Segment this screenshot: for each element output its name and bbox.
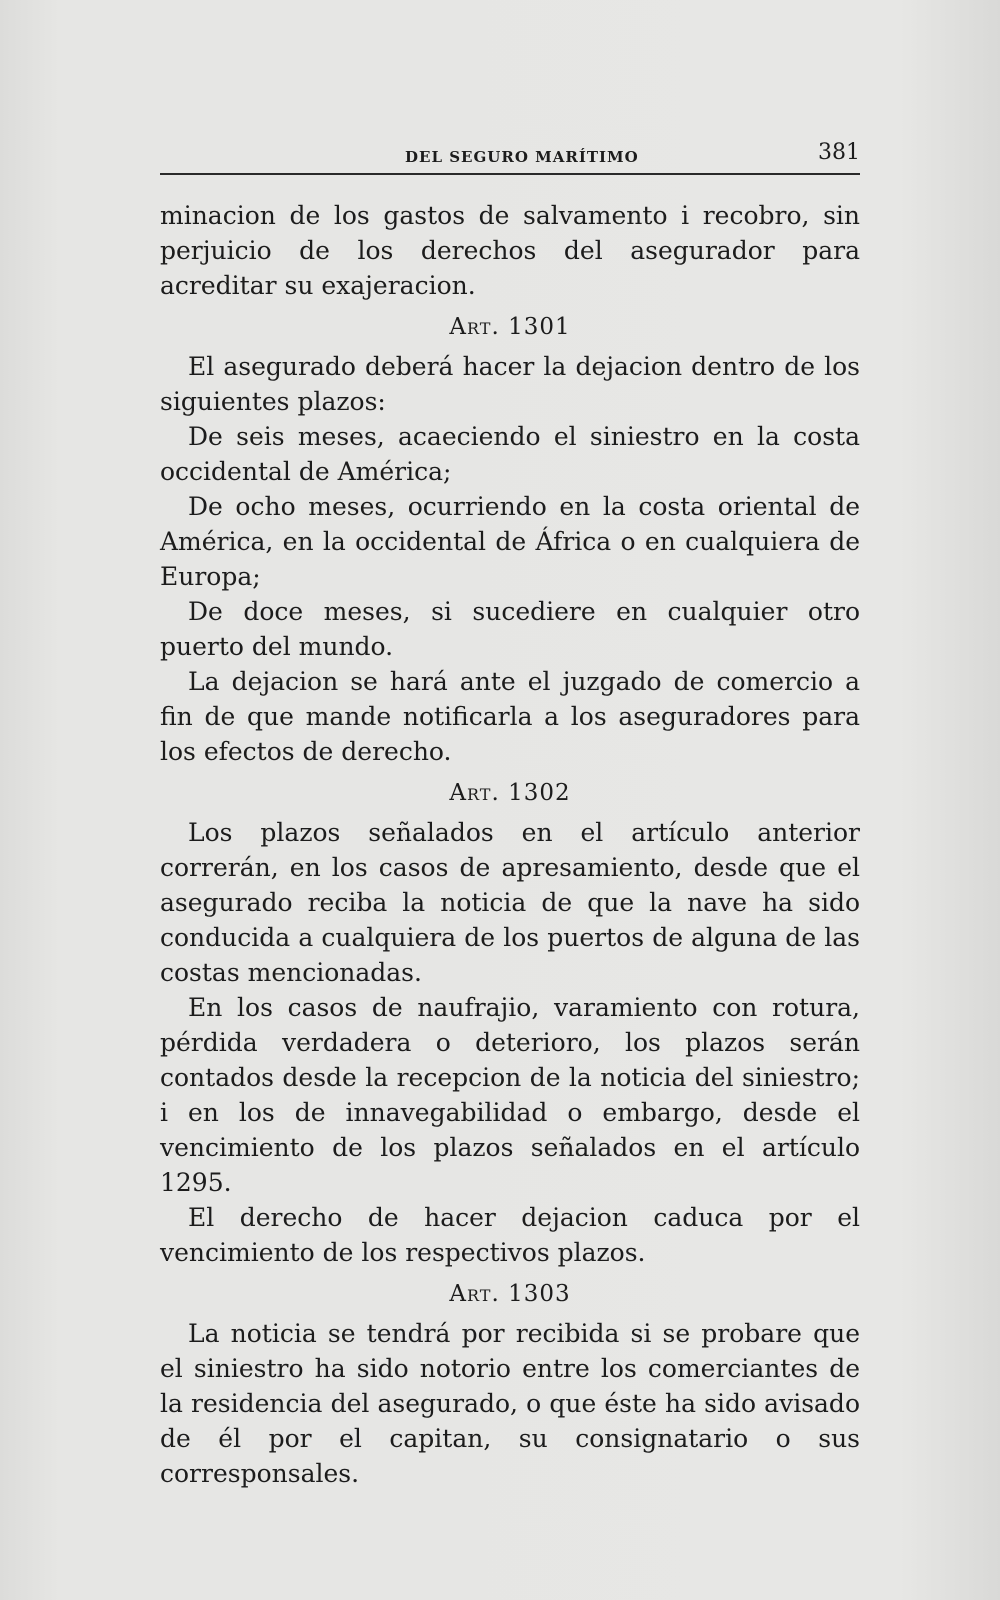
header-rule [160,173,860,175]
page-body [160,198,860,1491]
article-label: Art. [449,780,500,806]
paragraph: La noticia se tendrá por recibida si se probare que el siniestro ha sido notorio entre los comerciantes de la residencia del asegurado, o que éste ha sido avisado de él por el capitan, su consignatario o sus corresponsales. [160,1319,860,1488]
article-number: 1302 [508,780,571,806]
article-number: 1303 [508,1281,571,1307]
paragraph: En los casos de naufrajio, varamiento con rotura, pérdida verdadera o deterioro, los plazos serán contados desde la recepcion de la noticia del siniestro; i en los de innavegabilidad o embargo, desde el vencimiento de los plazos señalados en el artículo 1295. [160,993,860,1197]
running-head: DEL SEGURO MARÍTIMO [405,148,639,166]
page-header [160,140,860,172]
paragraph: De ocho meses, ocurriendo en la costa oriental de América, en la occidental de África o en cualquiera de Europa; [160,492,860,591]
paragraph: Los plazos señalados en el artículo anterior correrán, en los casos de apresamiento, desde que el asegurado reciba la noticia de que la nave ha sido conducida a cualquiera de los puertos de alguna de las costas mencionadas. [160,818,860,987]
paragraph: De seis meses, acaeciendo el siniestro en la costa occidental de América; [160,422,860,486]
paragraph: La dejacion se hará ante el juzgado de comercio a fin de que mande notificarla a los aseguradores para los efectos de derecho. [160,667,860,766]
article-number: 1301 [508,314,571,340]
article-label: Art. [449,1281,500,1307]
article-heading-1301 [160,309,860,345]
article-heading-1303 [160,1276,860,1312]
paragraph: El asegurado deberá hacer la dejacion dentro de los siguientes plazos: [160,352,860,416]
paragraph: El derecho de hacer dejacion caduca por el vencimiento de los respectivos plazos. [160,1203,860,1267]
article-label: Art. [449,314,500,340]
article-heading-1302 [160,775,860,811]
page-number: 381 [818,140,860,165]
paragraph: minacion de los gastos de salvamento i recobro, sin perjuicio de los derechos del asegurador para acreditar su exajeracion. [160,201,860,300]
paragraph: De doce meses, si sucediere en cualquier otro puerto del mundo. [160,597,860,661]
